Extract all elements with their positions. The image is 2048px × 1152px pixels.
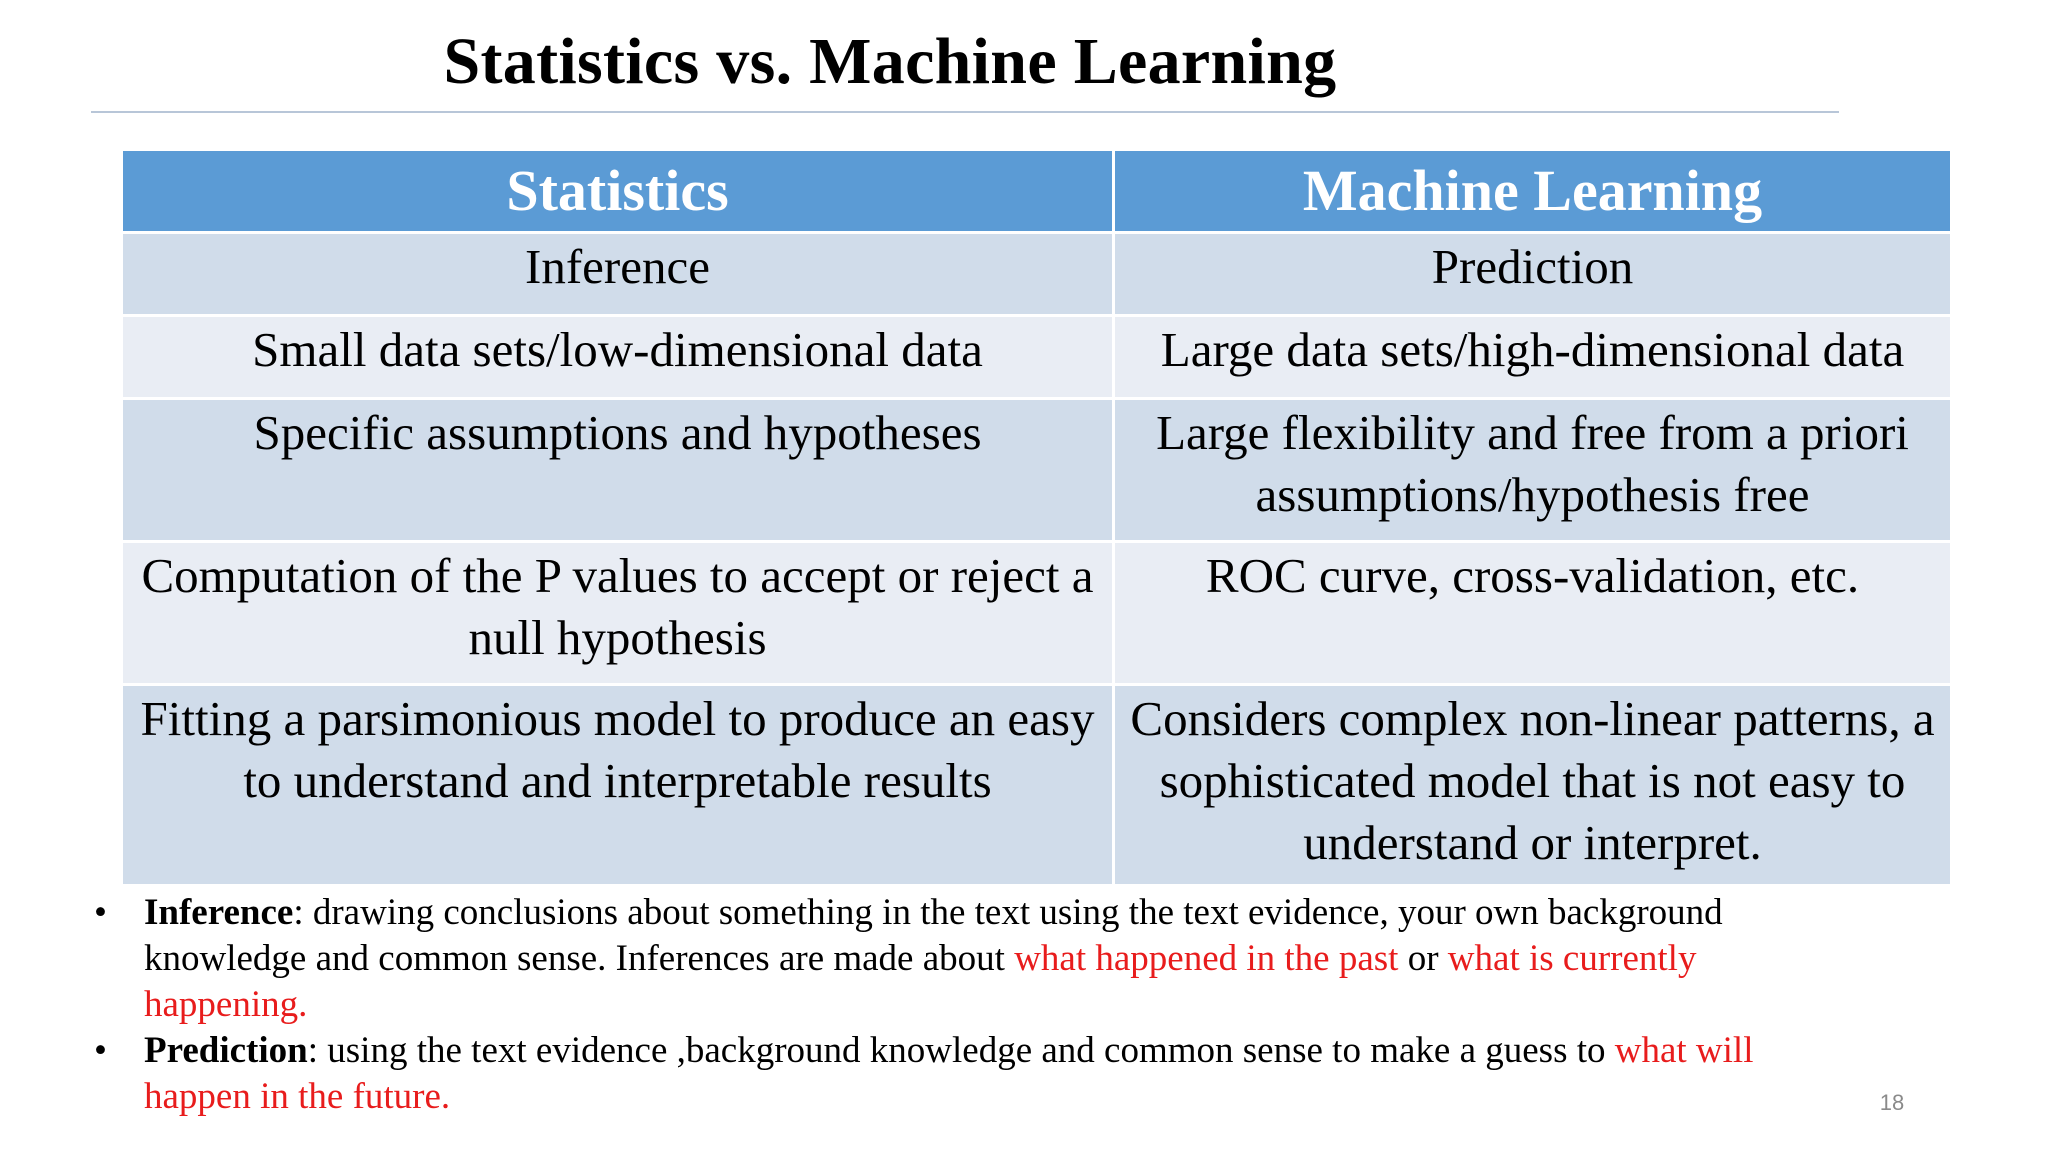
inference-text: : drawing conclusions about something in the text using the text evidence, your own background knowledge and common sense. Inferences are made about — [144, 892, 1723, 979]
prediction-term: Prediction — [144, 1030, 308, 1071]
table-header-row — [122, 150, 1952, 233]
statistics-cell: Small data sets/low-dimensional data — [122, 316, 1114, 399]
prediction-note — [88, 1028, 1868, 1120]
machine-learning-cell: Large data sets/high-dimensional data — [1114, 316, 1952, 399]
inference-term: Inference — [144, 892, 294, 933]
comparison-table — [120, 148, 1953, 887]
statistics-cell: Fitting a parsimonious model to produce an easy to understand and interpretable results — [122, 685, 1114, 886]
machine-learning-cell: Large flexibility and free from a priori assumptions/hypothesis free — [1114, 399, 1952, 542]
prediction-text: : using the text evidence ,background knowledge and common sense to make a guess to — [307, 1030, 1615, 1071]
machine-learning-cell: Prediction — [1114, 233, 1952, 316]
statistics-cell: Inference — [122, 233, 1114, 316]
machine-learning-cell: ROC curve, cross-validation, etc. — [1114, 542, 1952, 685]
table-row — [122, 316, 1952, 399]
table-row — [122, 399, 1952, 542]
statistics-cell: Specific assumptions and hypotheses — [122, 399, 1114, 542]
inference-highlight-past: what happened in the past — [1014, 938, 1399, 979]
inference-note — [88, 890, 1868, 1028]
inference-highlight-current: what is currently happening. — [144, 938, 1697, 1025]
table-row — [122, 542, 1952, 685]
inference-text-or: or — [1398, 938, 1448, 979]
statistics-cell: Computation of the P values to accept or reject a null hypothesis — [122, 542, 1114, 685]
table-row — [122, 233, 1952, 316]
machine-learning-cell: Considers complex non-linear patterns, a sophisticated model that is not easy to understand or interpret. — [1114, 685, 1952, 886]
prediction-highlight-future: what will happen in the future. — [144, 1030, 1754, 1117]
definition-notes — [88, 890, 1868, 1120]
title-divider — [91, 111, 1839, 113]
slide-title: Statistics vs. Machine Learning — [443, 25, 1337, 98]
slide-number: 18 — [1879, 1090, 1905, 1115]
header-machine-learning: Machine Learning — [1114, 150, 1952, 233]
bullet-icon: • — [94, 892, 107, 933]
header-statistics: Statistics — [122, 150, 1114, 233]
bullet-icon: • — [94, 1030, 107, 1071]
table-row — [122, 685, 1952, 886]
